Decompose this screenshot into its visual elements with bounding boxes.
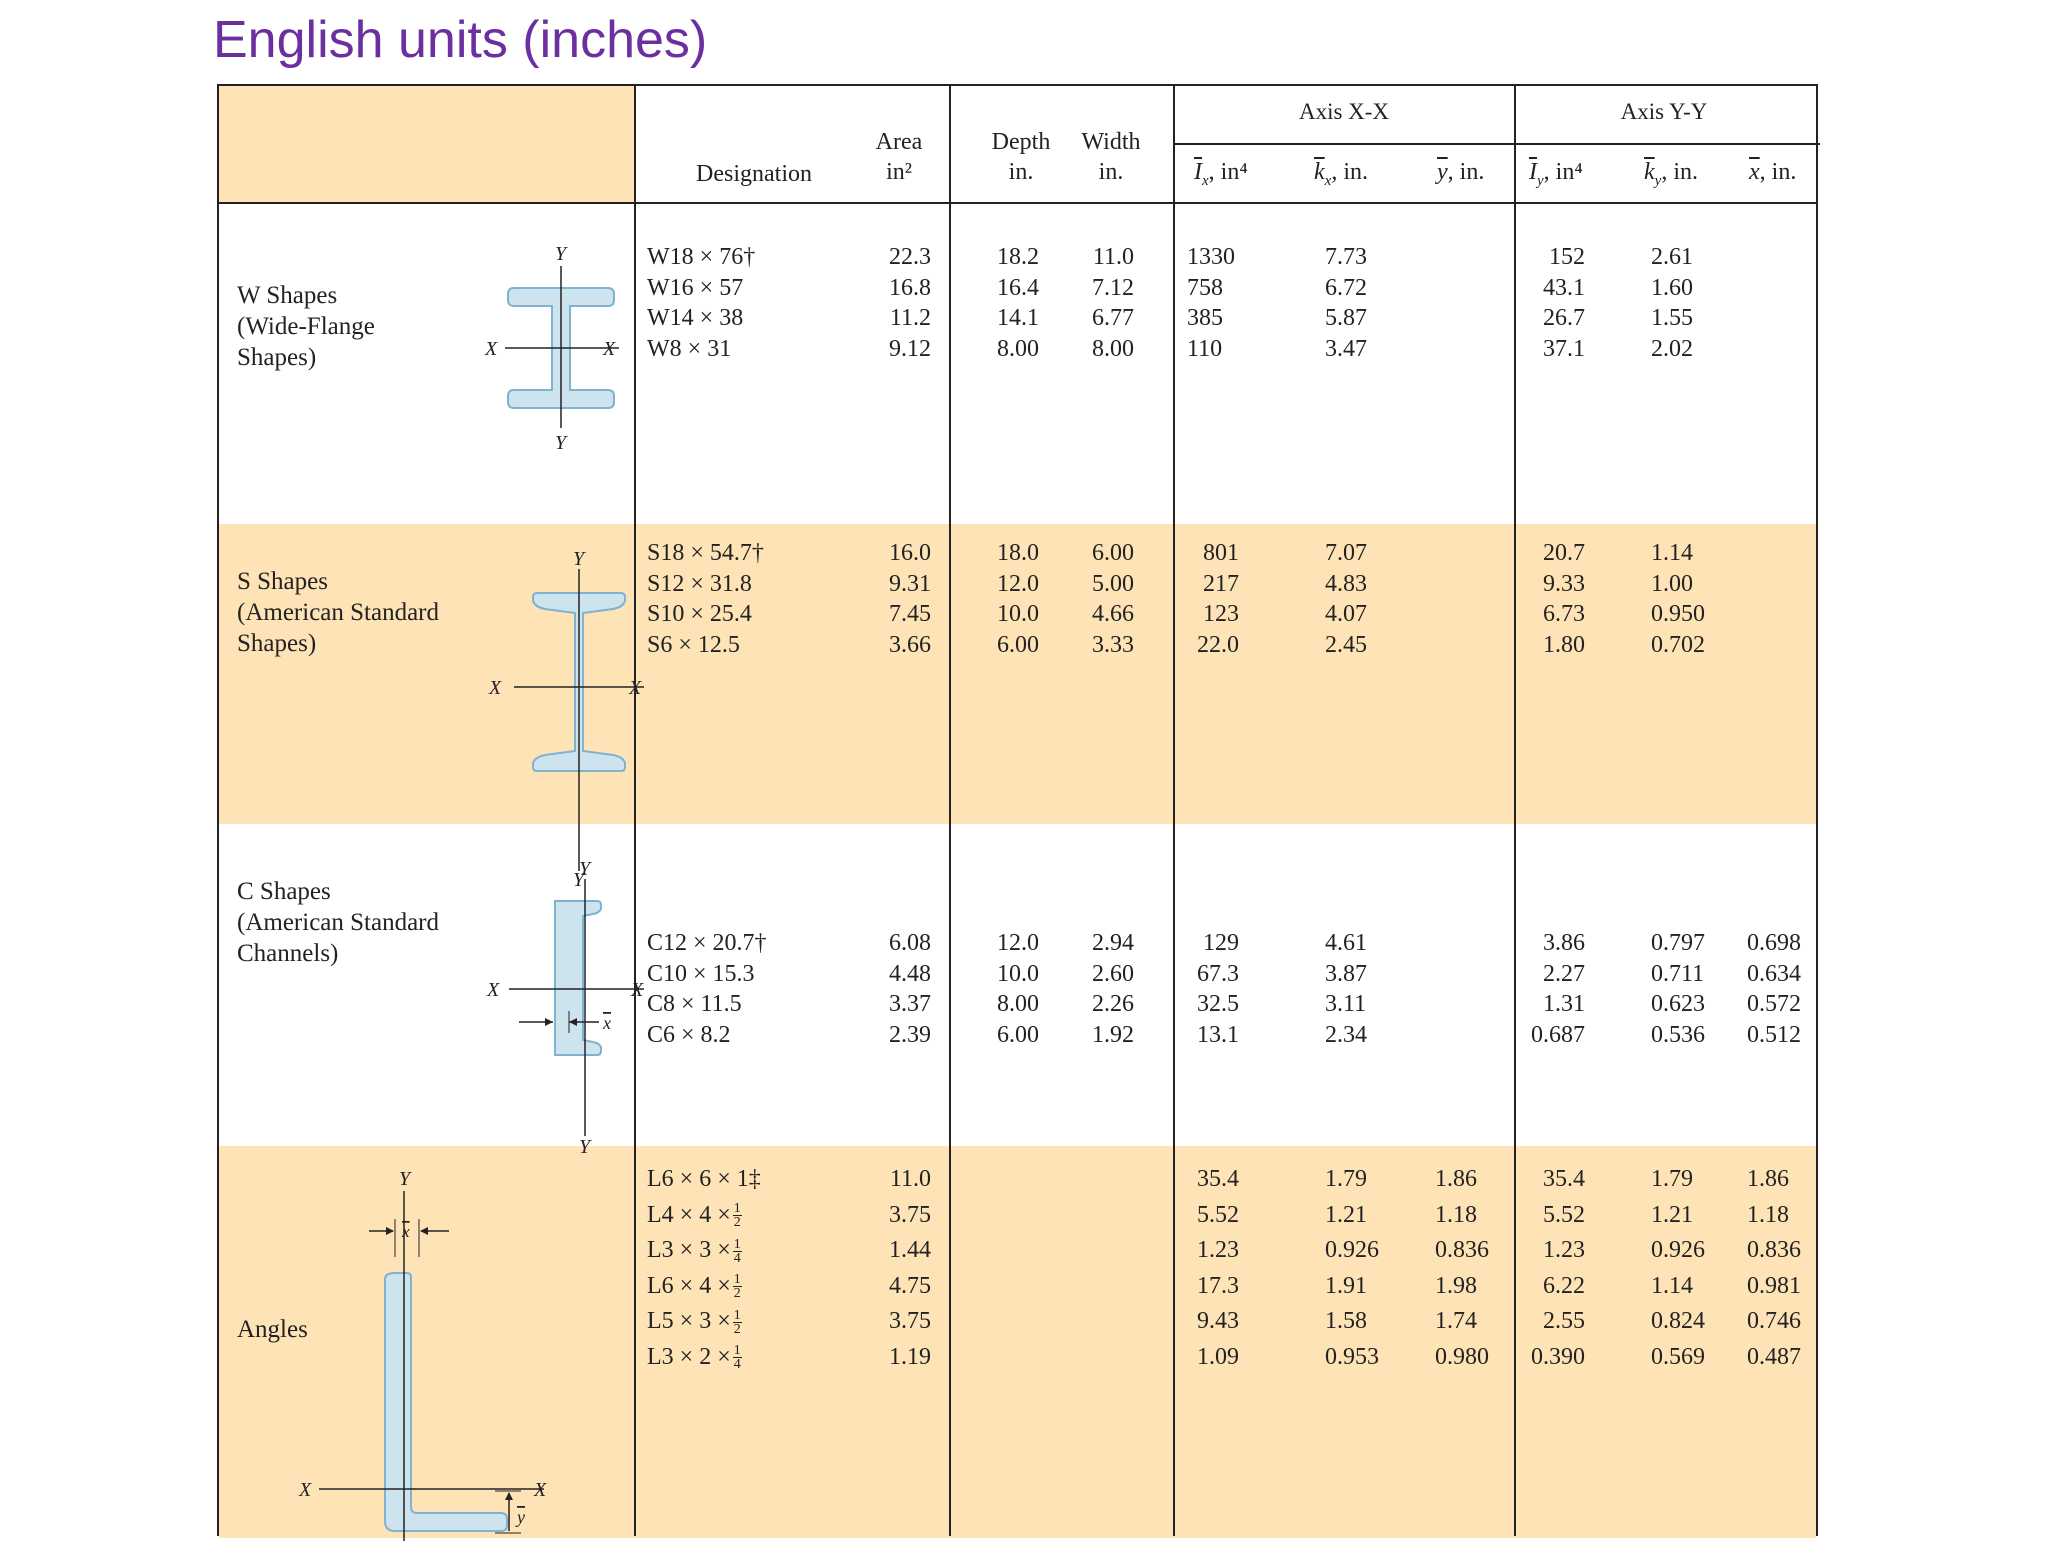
svg-text:X: X: [489, 677, 502, 699]
c-designation-col: C12 × 20.7† C10 × 15.3 C8 × 11.5 C6 × 8.2: [647, 930, 767, 1048]
svg-text:X: X: [631, 979, 644, 1001]
s-ky-col: 1.14 1.00 0.950 0.702: [1651, 540, 1705, 658]
list-item: L5 × 3 × $\frac{1}{2}$: [647, 1307, 741, 1337]
svg-text:Y: Y: [555, 243, 567, 265]
s-ix-col: 801 217 123 22.0: [1197, 540, 1239, 658]
svg-text:X: X: [534, 1479, 547, 1501]
list-item: L3 × 3 × $\frac{1}{4}$: [647, 1236, 741, 1266]
ix-header: $\overline{I}_x$, in⁴: [1194, 159, 1248, 189]
page-title: English units (inches): [213, 11, 708, 69]
col-rule-2: [949, 86, 951, 1536]
s-kx-col: 7.07 4.83 4.07 2.45: [1325, 540, 1367, 658]
w-designation-col: W18 × 76† W16 × 57 W14 × 38 W8 × 31: [647, 244, 756, 362]
kx-header: $\overline{k}_x$, in.: [1314, 159, 1368, 189]
width-unit-header: in.: [1098, 159, 1124, 185]
w-ix-col: 1330 758 385 110: [1187, 244, 1235, 362]
w-iy-col: 152 43.1 26.7 37.1: [1543, 244, 1585, 362]
angles-label: Angles: [237, 1316, 308, 1343]
svg-text:Y: Y: [399, 1168, 411, 1190]
svg-text:x: x: [603, 1013, 611, 1033]
svg-text:Y: Y: [573, 869, 585, 891]
svg-text:X: X: [299, 1479, 312, 1501]
list-item: L4 × 4 × $\frac{1}{2}$: [647, 1201, 741, 1231]
list-item: L6 × 4 × $\frac{1}{2}$: [647, 1272, 741, 1302]
svg-text:Y: Y: [573, 548, 585, 570]
iy-header: $\overline{I}_y$, in⁴: [1529, 159, 1583, 189]
svg-text:Y: Y: [555, 432, 567, 454]
s-shapes-label: S Shapes (American Standard Shapes): [237, 568, 440, 657]
s-shape-figure: [479, 548, 642, 891]
col-rule-3: [1173, 86, 1175, 1536]
col-rule-4: [1514, 86, 1516, 1536]
svg-text:X: X: [487, 979, 500, 1001]
l-ybar-col: 1.86 1.18 0.836 1.98 1.74 0.980: [1435, 1166, 1489, 1370]
l-ky-col: 1.79 1.21 0.926 1.14 0.824 0.569: [1651, 1166, 1705, 1370]
w-shapes-label: W Shapes (Wide-Flange Shapes): [237, 282, 375, 371]
w-area-col: 22.3 16.8 11.2 9.12: [889, 244, 931, 362]
area-unit-header: in²: [886, 159, 912, 185]
w-kx-col: 7.73 6.72 5.87 3.47: [1325, 244, 1367, 362]
depth-header: Depth: [991, 129, 1051, 155]
s-width-col: 6.00 5.00 4.66 3.33: [1092, 540, 1134, 658]
w-shape-figure: [479, 236, 629, 456]
header-band: [219, 86, 634, 202]
ybar-header: $\overline{y}$, in.: [1437, 159, 1485, 185]
axis-subheader-rule: [1174, 143, 1820, 145]
c-ky-col: 0.797 0.711 0.623 0.536: [1651, 930, 1705, 1048]
l-iy-col: 35.4 5.52 1.23 6.22 2.55 0.390: [1531, 1166, 1585, 1370]
s-area-col: 16.0 9.31 7.45 3.66: [889, 540, 931, 658]
axis-xx-header: Axis X-X: [1298, 99, 1390, 124]
width-header: Width: [1081, 129, 1141, 155]
w-ky-col: 2.61 1.60 1.55 2.02: [1651, 244, 1693, 362]
c-depth-col: 12.0 10.0 8.00 6.00: [997, 930, 1039, 1048]
xbar-header: $\overline{x}$, in.: [1749, 159, 1797, 185]
header-rule: [219, 202, 1816, 204]
c-area-col: 6.08 4.48 3.37 2.39: [889, 930, 931, 1048]
list-item: L6 × 6 × 1‡: [647, 1166, 761, 1192]
axis-yy-header: Axis Y-Y: [1620, 99, 1708, 124]
svg-text:X: X: [485, 338, 498, 360]
designation-header: Designation: [696, 161, 812, 187]
angle-figure: [299, 1168, 629, 1541]
svg-text:X: X: [603, 338, 616, 360]
svg-text:x: x: [402, 1222, 410, 1241]
c-xbar-col: 0.698 0.634 0.572 0.512: [1747, 930, 1801, 1048]
l-designation-col: [647, 1162, 761, 1375]
s-depth-col: 18.0 12.0 10.0 6.00: [997, 540, 1039, 658]
ky-header: $\overline{k}_y$, in.: [1644, 159, 1698, 189]
depth-unit-header: in.: [1008, 159, 1034, 185]
svg-text:Y: Y: [579, 858, 591, 880]
s-designation-col: S18 × 54.7† S12 × 31.8 S10 × 25.4 S6 × 12.5: [647, 540, 764, 658]
shape-properties-table: [217, 84, 1818, 1536]
w-width-col: 11.0 7.12 6.77 8.00: [1092, 244, 1134, 362]
c-shapes-label: C Shapes (American Standard Channels): [237, 878, 440, 967]
c-width-col: 2.94 2.60 2.26 1.92: [1092, 930, 1134, 1048]
s-iy-col: 20.7 9.33 6.73 1.80: [1543, 540, 1585, 658]
svg-text:Y: Y: [579, 1136, 591, 1158]
c-kx-col: 4.61 3.87 3.11 2.34: [1325, 930, 1367, 1048]
col-rule-1: [634, 86, 636, 1536]
list-item: L3 × 2 × $\frac{1}{4}$: [647, 1343, 741, 1373]
l-kx-col: 1.79 1.21 0.926 1.91 1.58 0.953: [1325, 1166, 1379, 1370]
c-ix-col: 129 67.3 32.5 13.1: [1197, 930, 1239, 1048]
area-header: Area: [875, 129, 923, 155]
l-xbar-col: 1.86 1.18 0.836 0.981 0.746 0.487: [1747, 1166, 1801, 1370]
c-shape-figure: [479, 858, 649, 1158]
w-depth-col: 18.2 16.4 14.1 8.00: [997, 244, 1039, 362]
l-ix-col: 35.4 5.52 1.23 17.3 9.43 1.09: [1197, 1166, 1239, 1370]
svg-text:X: X: [629, 677, 642, 699]
l-area-col: 11.0 3.75 1.44 4.75 3.75 1.19: [889, 1166, 931, 1370]
c-iy-col: 3.86 2.27 1.31 0.687: [1531, 930, 1585, 1048]
svg-text:y: y: [517, 1507, 525, 1527]
